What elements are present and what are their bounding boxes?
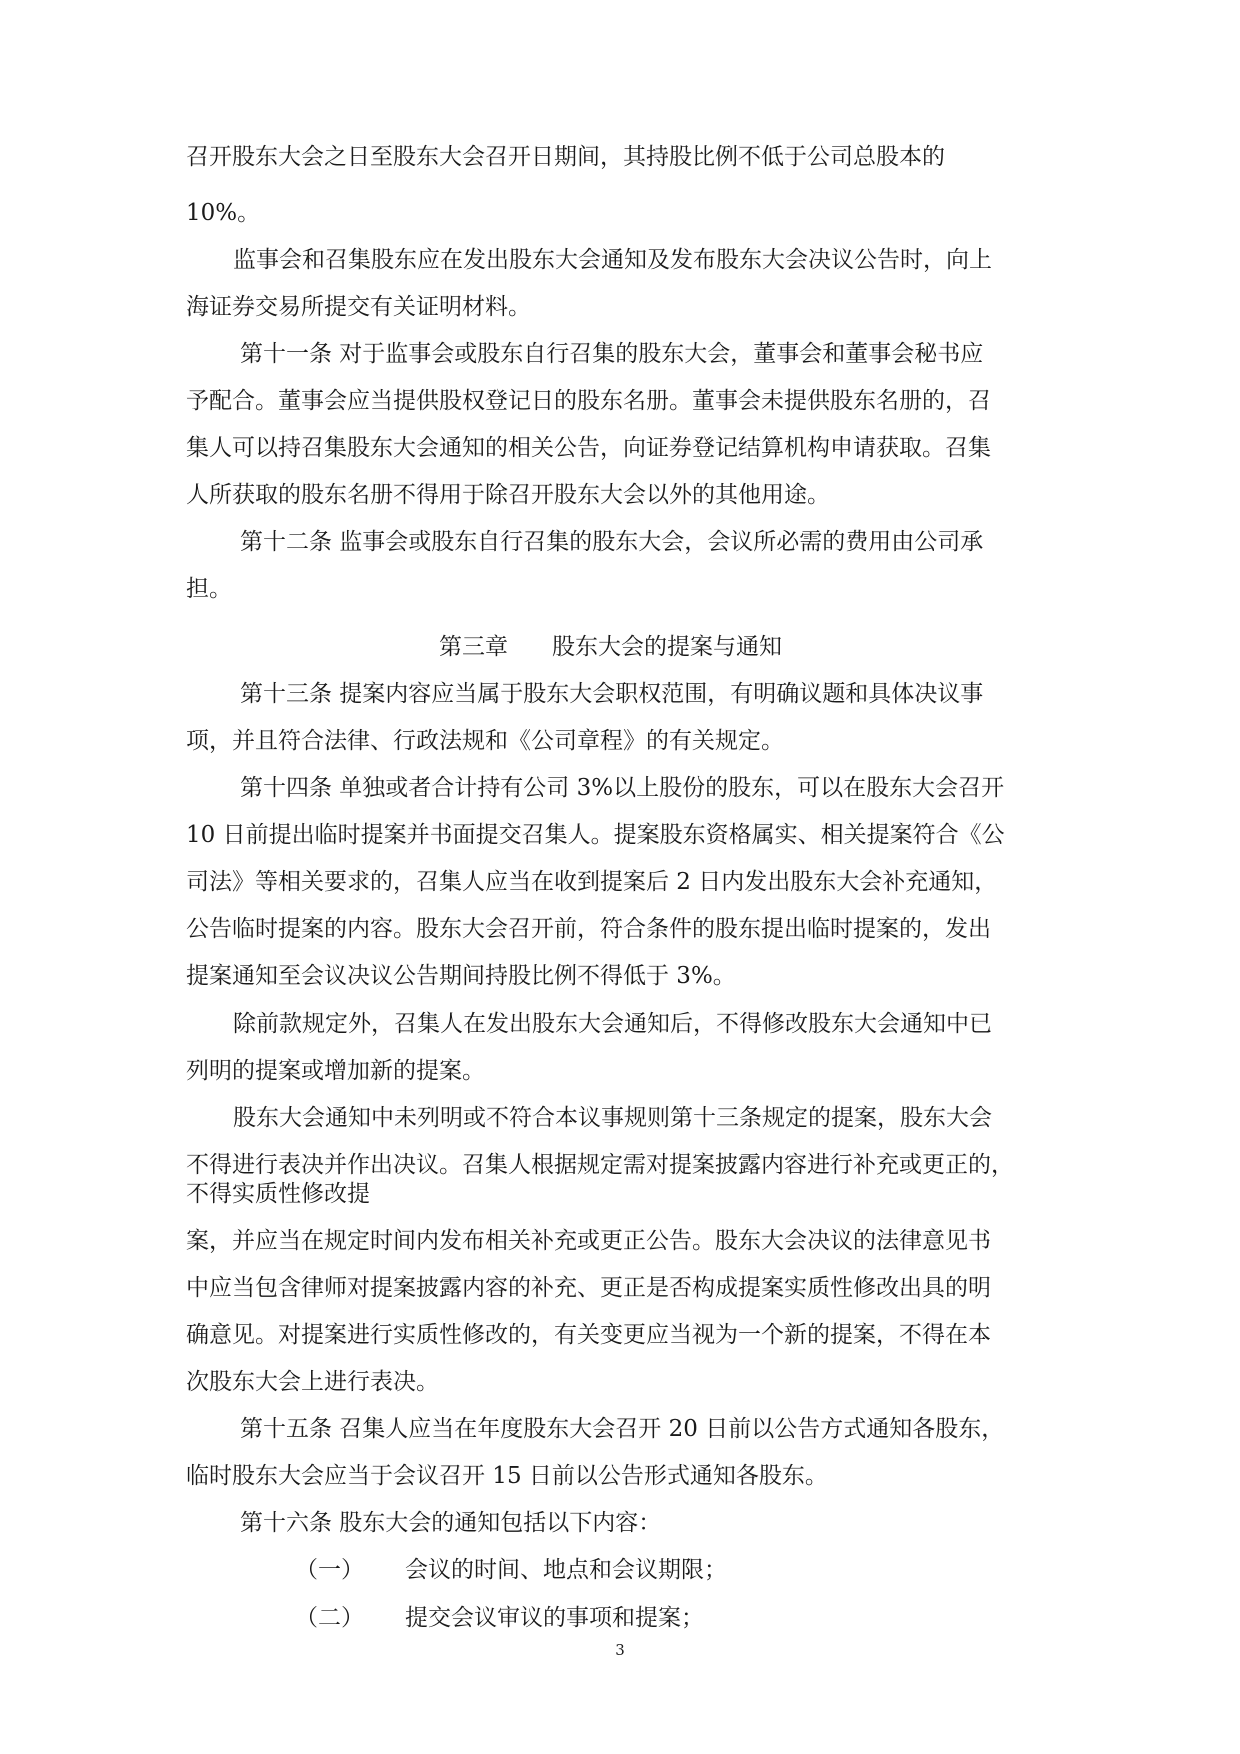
text-line: 临时股东大会应当于会议召开 15 日前以公告形式通知各股东。 — [186, 1463, 828, 1489]
text-line: 第十四条 单独或者合计持有公司 3%以上股份的股东，可以在股东大会召开 — [240, 775, 1005, 801]
list-marker: （一） — [295, 1557, 364, 1583]
text-line: 除前款规定外，召集人在发出股东大会通知后，不得修改股东大会通知中已 — [233, 1011, 992, 1037]
text-line: 第十一条 对于监事会或股东自行召集的股东大会，董事会和董事会秘书应 — [240, 341, 984, 367]
text-line: 第十五条 召集人应当在年度股东大会召开 20 日前以公告方式通知各股东， — [240, 1416, 1005, 1442]
text-line: 第十二条 监事会或股东自行召集的股东大会，会议所必需的费用由公司承 — [240, 529, 984, 555]
text-line: 召开股东大会之日至股东大会召开日期间，其持股比例不低于公司总股本的 — [186, 144, 945, 170]
text-line: 不得实质性修改提 — [186, 1181, 370, 1207]
text-line: 予配合。董事会应当提供股权登记日的股东名册。董事会未提供股东名册的，召 — [186, 388, 991, 414]
text-line: 公告临时提案的内容。股东大会召开前，符合条件的股东提出临时提案的，发出 — [186, 916, 991, 942]
text-line: 第十三条 提案内容应当属于股东大会职权范围，有明确议题和具体决议事 — [240, 681, 984, 707]
text-line: 项，并且符合法律、行政法规和《公司章程》的有关规定。 — [186, 728, 784, 754]
list-item — [295, 1603, 704, 1633]
text-line: 海证券交易所提交有关证明材料。 — [186, 294, 531, 320]
chapter-title: 股东大会的提案与通知 — [552, 634, 782, 660]
chapter-heading — [439, 632, 782, 662]
text-line: 第十六条 股东大会的通知包括以下内容： — [240, 1510, 662, 1536]
page-number: 3 — [615, 1641, 625, 1659]
text-line: 担。 — [186, 576, 232, 602]
chapter-number: 第三章 — [439, 634, 508, 660]
text-line: 司法》等相关要求的，召集人应当在收到提案后 2 日内发出股东大会补充通知， — [186, 869, 998, 895]
text-line: 提案通知至会议决议公告期间持股比例不得低于 3%。 — [186, 963, 736, 989]
list-item — [295, 1555, 727, 1585]
text-line: 列明的提案或增加新的提案。 — [186, 1058, 485, 1084]
text-line: 不得进行表决并作出决议。召集人根据规定需对提案披露内容进行补充或更正的， — [186, 1152, 1014, 1178]
text-line: 集人可以持召集股东大会通知的相关公告，向证券登记结算机构申请获取。召集 — [186, 435, 991, 461]
text-line: 案，并应当在规定时间内发布相关补充或更正公告。股东大会决议的法律意见书 — [186, 1228, 991, 1254]
text-line: 10%。 — [186, 200, 261, 226]
text-line: 确意见。对提案进行实质性修改的，有关变更应当视为一个新的提案，不得在本 — [186, 1322, 991, 1348]
text-line: 人所获取的股东名册不得用于除召开股东大会以外的其他用途。 — [186, 482, 830, 508]
text-line: 次股东大会上进行表决。 — [186, 1369, 439, 1395]
list-text: 会议的时间、地点和会议期限； — [405, 1557, 727, 1583]
text-line: 监事会和召集股东应在发出股东大会通知及发布股东大会决议公告时，向上 — [233, 247, 992, 273]
text-line: 10 日前提出临时提案并书面提交召集人。提案股东资格属实、相关提案符合《公 — [186, 822, 1005, 848]
text-line: 中应当包含律师对提案披露内容的补充、更正是否构成提案实质性修改出具的明 — [186, 1275, 991, 1301]
text-line: 股东大会通知中未列明或不符合本议事规则第十三条规定的提案，股东大会 — [233, 1105, 992, 1131]
list-text: 提交会议审议的事项和提案； — [405, 1605, 704, 1631]
list-marker: （二） — [295, 1605, 364, 1631]
